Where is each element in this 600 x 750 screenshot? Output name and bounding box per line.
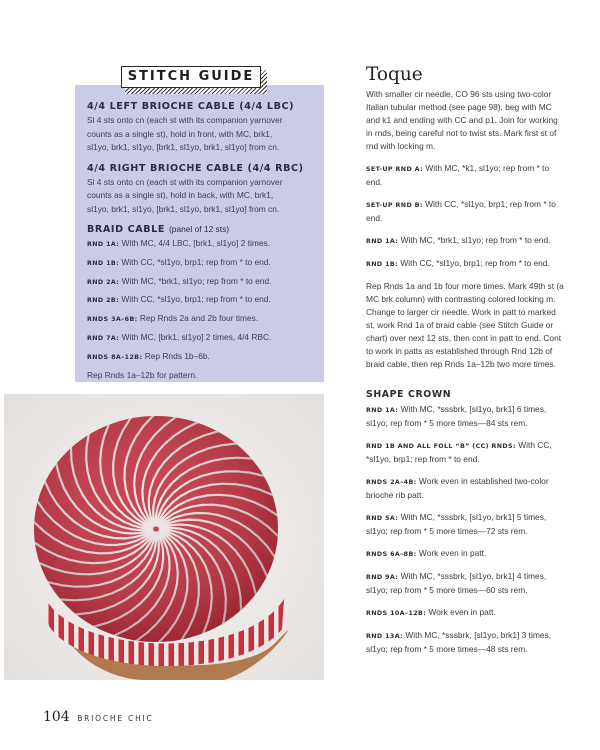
round-1b bbox=[366, 257, 566, 271]
row-label: RND 1A: bbox=[87, 241, 120, 248]
lbc-text bbox=[87, 114, 312, 155]
round-label: SET-UP RND A: bbox=[366, 166, 423, 173]
row-label: RNDS 8A–12B: bbox=[87, 353, 143, 361]
row-text: With MC, *sssbrk, [sl1yo, brk1] 6 times, sl1yo; rep from * 5 more times—84 sts rem. bbox=[366, 404, 547, 428]
row-text: With MC, *sssbrk, [sl1yo, brk1] 4 times, sl1yo; rep from * 5 more times—60 sts rem. bbox=[366, 571, 547, 595]
row-text: Work even in established two-color brioche rib patt. bbox=[366, 476, 549, 500]
book-title: BRIOCHE CHIC bbox=[77, 714, 154, 723]
row-label: RND 13A: bbox=[366, 633, 404, 640]
stitch-guide-title: STITCH GUIDE bbox=[121, 66, 261, 88]
row-text: Rep Rnds 1b–6b. bbox=[144, 350, 210, 361]
row-label: RND 1A: bbox=[366, 407, 399, 414]
round-label: RND 1B: bbox=[366, 261, 399, 268]
crown-row bbox=[366, 439, 566, 466]
toque-intro: With smaller cir needle, CO 96 sts using two-color Italian tubular method (see page 98), beg with MC and k1 and ending with CC and p1. Join for working in rnds, being careful not to twist sts. Mark first st of rnd with locking m. bbox=[366, 89, 558, 151]
row-text: Work even in patt. bbox=[418, 548, 487, 558]
round-label: RND 1A: bbox=[366, 238, 399, 245]
row-label: RNDS 10A–12B: bbox=[366, 610, 427, 617]
page-number: 104 bbox=[43, 709, 70, 725]
braid-row bbox=[87, 235, 312, 254]
crown-row bbox=[366, 547, 566, 561]
round-text: With CC, *sl1yo, brp1; rep from * to end. bbox=[400, 258, 550, 268]
braid-rows bbox=[87, 235, 312, 383]
row-label: RNDS 6A–8B: bbox=[366, 551, 417, 558]
knit-hat-photo-icon bbox=[4, 394, 324, 680]
toque-title: Toque bbox=[366, 64, 423, 85]
lbc-heading: 4/4 LEFT BRIOCHE CABLE (4/4 LBC) bbox=[87, 101, 295, 112]
round-setup-b bbox=[366, 198, 566, 225]
lbc-line: counts as a single st), hold in front, with MC, brk1, bbox=[87, 128, 273, 139]
braid-row bbox=[87, 273, 312, 292]
rbc-heading: 4/4 RIGHT BRIOCHE CABLE (4/4 RBC) bbox=[87, 162, 304, 174]
stitch-guide-box bbox=[75, 85, 324, 382]
braid-row bbox=[87, 348, 312, 367]
toque-column bbox=[366, 64, 566, 665]
row-text: With CC, *sl1yo, brp1; rep from * to end. bbox=[121, 256, 271, 267]
row-label: RND 2A: bbox=[87, 278, 120, 286]
round-text: With MC, *k1, sl1yo; rep from * to end. bbox=[366, 163, 550, 187]
rbc-line: sl1yo, brk1, sl1yo, [brk1, sl1yo, brk1, sl1yo] from cn. bbox=[87, 203, 280, 214]
row-label: RNDS 2A–4B: bbox=[366, 479, 417, 486]
crown-row bbox=[366, 511, 566, 538]
row-text: With CC, *sl1yo, brp1; rep from * to end. bbox=[366, 440, 552, 464]
braid-row bbox=[87, 310, 312, 329]
row-text: With MC, [brk1, sl1yo] 2 times, 4/4 RBC. bbox=[121, 331, 272, 342]
braid-footer: Rep Rnds 1a–12b for pattern. bbox=[87, 369, 198, 380]
round-text: With CC, *sl1yo, brp1; rep from * to end. bbox=[366, 199, 556, 223]
lbc-line: sl1yo, brk1, sl1yo, [brk1, sl1yo, brk1, sl1yo] from cn. bbox=[87, 142, 280, 152]
row-text: With MC, *sssbrk, [sl1yo, brk1] 3 times, sl1yo; rep from * 5 more times—48 sts rem. bbox=[366, 630, 552, 654]
row-label: RND 9A: bbox=[366, 574, 399, 581]
round-setup-a bbox=[366, 162, 566, 189]
braid-row bbox=[87, 329, 312, 348]
braid-row bbox=[87, 254, 312, 273]
row-label: RND 5A: bbox=[366, 515, 399, 522]
toque-body: Rep Rnds 1a and 1b four more times. Mark 49th st (a MC brk column) with contrasting colored locking m. Change to larger cir needle. Work in patt to marked st, work Rnd 1a of braid cable (see Stitch Guide or chart) over next 12 sts, then cont in patt to end. Cont to work in patts as established through Rnd 12b of braid cable, then rep Rnds 1a–12b two more times. bbox=[366, 281, 564, 369]
rbc-line: counts as a single st), hold in back, with MC, brk1, bbox=[87, 190, 274, 200]
round-1a bbox=[366, 234, 566, 248]
round-label: SET-UP RND B: bbox=[366, 202, 423, 209]
crown-row bbox=[366, 570, 566, 597]
row-text: With MC, *sssbrk, [sl1yo, brk1] 5 times, sl1yo; rep from * 5 more times—72 sts rem. bbox=[366, 512, 547, 536]
page-footer bbox=[43, 708, 154, 726]
row-label: RND 7A: bbox=[87, 334, 120, 342]
braid-heading-title: BRAID CABLE bbox=[87, 224, 166, 235]
row-label: RND 1B: bbox=[87, 259, 120, 267]
rbc-line: Sl 4 sts onto cn (each st with its companion yarnover bbox=[87, 176, 283, 187]
braid-row bbox=[87, 291, 312, 310]
row-text: Rep Rnds 2a and 2b four times. bbox=[139, 313, 259, 324]
braid-heading bbox=[87, 224, 312, 235]
row-text: Work even in patt. bbox=[428, 607, 496, 617]
row-text: With MC, *brk1, sl1yo; rep from * to end. bbox=[121, 275, 272, 286]
row-label: RND 1B AND ALL FOLL “B” (CC) RNDS: bbox=[366, 443, 516, 450]
row-label: RND 2B: bbox=[87, 297, 120, 305]
crown-row bbox=[366, 403, 566, 430]
crown-row bbox=[366, 629, 566, 656]
shape-crown-heading: SHAPE CROWN bbox=[366, 389, 452, 400]
crown-row bbox=[366, 475, 566, 502]
row-text: With CC, *sl1yo, brp1; rep from * to end. bbox=[121, 294, 271, 305]
lbc-line: Sl 4 sts onto cn (each st with its companion yarnover bbox=[87, 115, 283, 125]
hat-photo bbox=[4, 394, 324, 680]
stitch-guide-tag bbox=[121, 66, 267, 94]
crown-row bbox=[366, 606, 566, 620]
row-label: RNDS 3A–6B: bbox=[87, 316, 138, 324]
row-text: With MC, 4/4 LBC, [brk1, sl1yo] 2 times. bbox=[121, 238, 271, 248]
round-text: With MC, *brk1, sl1yo; rep from * to end. bbox=[400, 235, 551, 245]
braid-heading-suffix: (panel of 12 sts) bbox=[169, 224, 230, 234]
rbc-text bbox=[87, 176, 312, 217]
